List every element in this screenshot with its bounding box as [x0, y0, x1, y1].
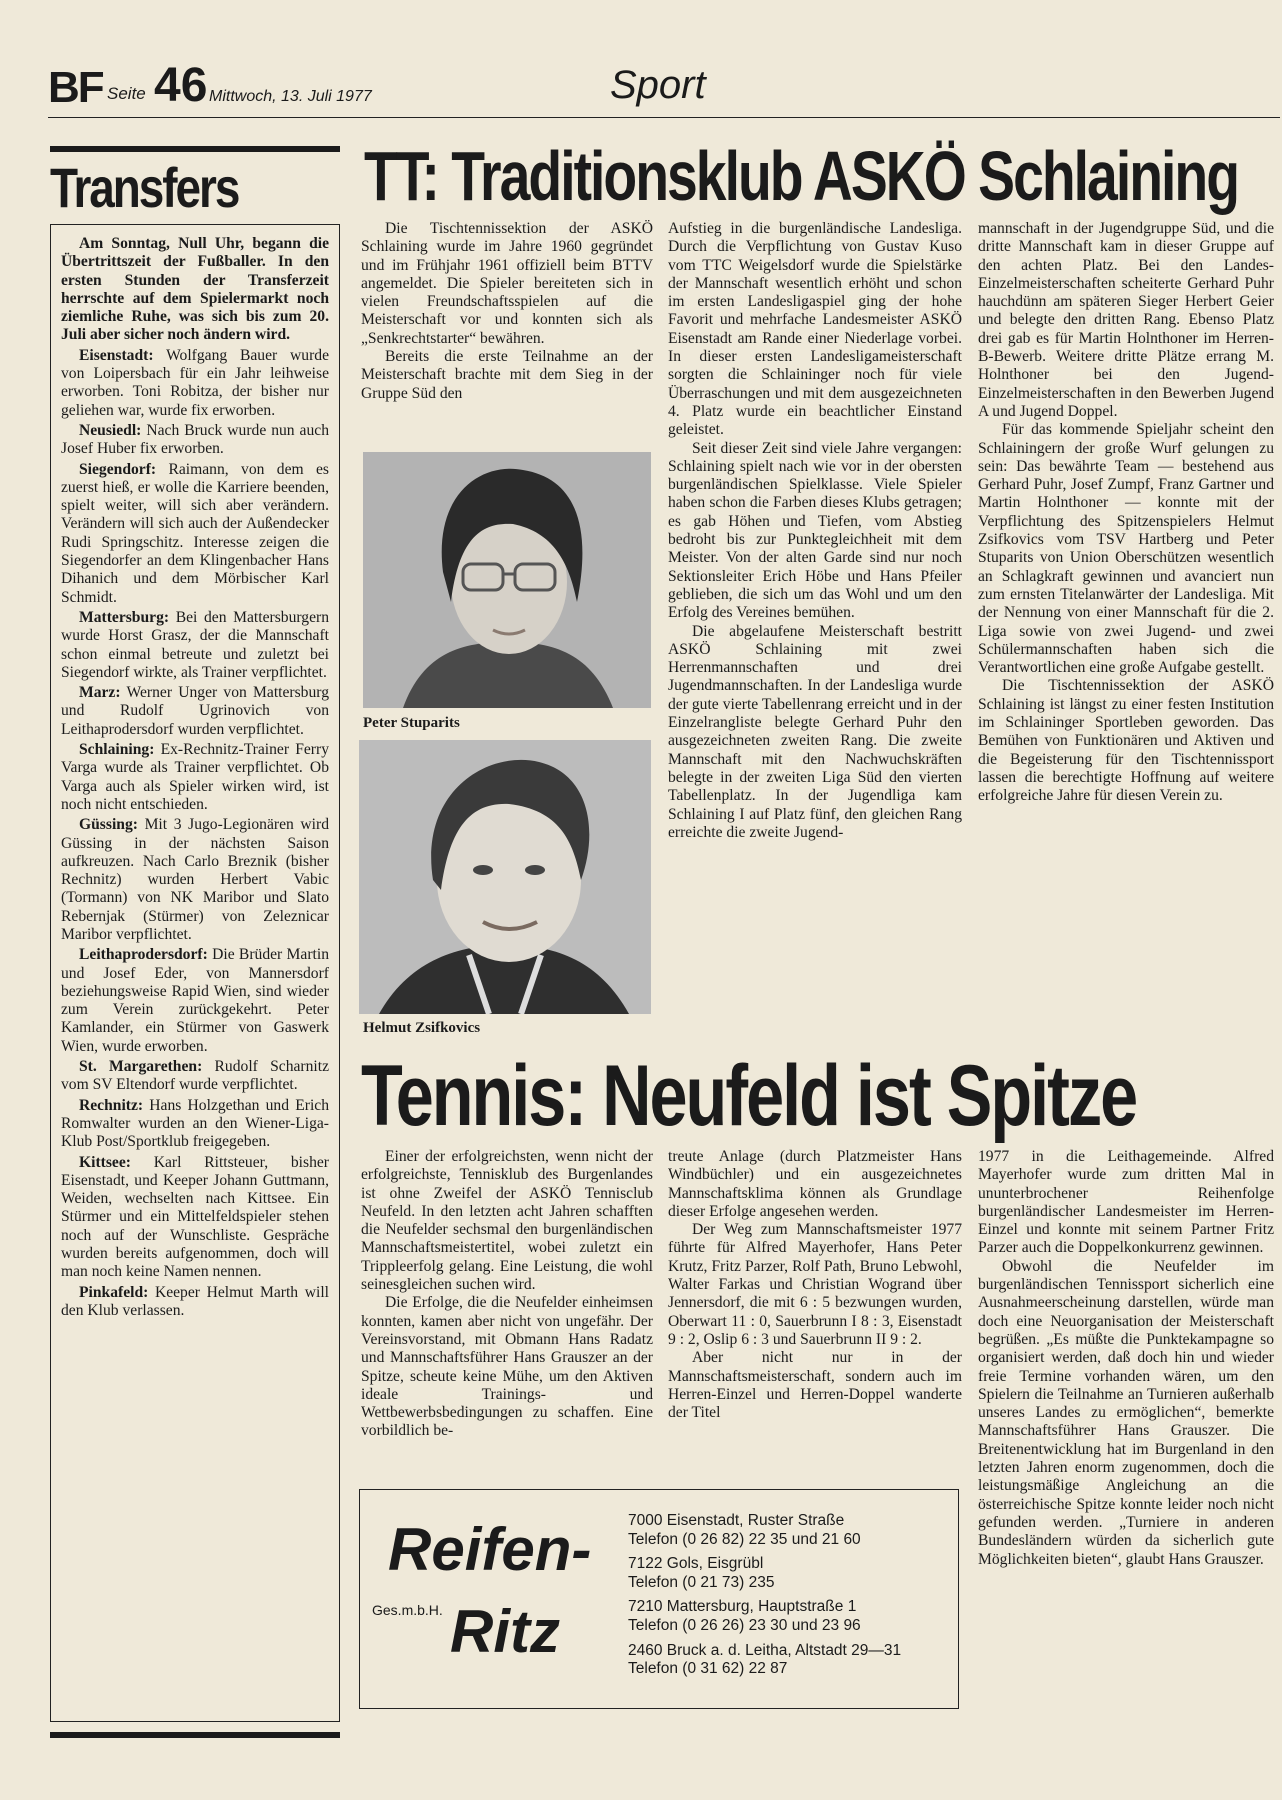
ad-address-line: 7122 Gols, Eisgrübl [628, 1555, 764, 1573]
tennis-column-1 [361, 1148, 653, 1441]
transfer-entry [61, 1097, 329, 1152]
transfer-text: Bei den Mattersburgern wurde Horst Grasz, der die Mannschaft schon einmal betreute und zuletzt bei Siegendorf wirkte, als Trainer verpflichtet. [61, 608, 329, 681]
ad-address-line: 7000 Eisenstadt, Ruster Straße [628, 1512, 845, 1529]
tennis-column-3 [978, 1148, 1274, 1569]
section-title: Sport [610, 63, 706, 107]
ad-address-list [628, 1512, 953, 1679]
transfer-text: Die Brüder Martin und Josef Eder, von Mannersdorf beziehungsweise Rapid Wien, sind wieder zum Verein zurückgekehrt. Peter Kamlander, ein Stürmer von Gaswerk Wien, wurde erworben. [61, 946, 329, 1055]
tt-col2-paragraph: Aufstieg in die burgenländische Landesliga. Durch die Verpflichtung von Gustav Kuso vom TTC Weigelsdorf wurde die Spielstärke der Mannschaft wesentlich erhöht und schon im ersten Landesligaspiel ging der hohe Favorit und mehrfache Landesmeister ASKÖ Eisenstadt am Rande einer Niederlage vorbei. In dieser ersten Landesligameisterschaft sorgten die Schlaininger noch für viele Überraschungen und mit dem ausgezeichneten 4. Platz wurde ein beachtlicher Einstand geleistet. [668, 220, 962, 439]
transfer-entry [61, 1284, 329, 1321]
tennis-col2-paragraph: Der Weg zum Mannschaftsmeister 1977 führte für Alfred Mayerhofer, Hans Peter Krutz, Fritz Parzer, Rolf Path, Bruno Lebwohl, Walter Farkas und Christian Wogrand über Jennersdorf, die mit 6 : 5 bezwungen wurden, Oberwart 11 : 0, Sauerbrunn I 8 : 3, Eisenstadt 9 : 2, Oslip 6 : 3 und Sauerbrunn II 9 : 2. [668, 1221, 962, 1348]
transfer-entry [61, 609, 329, 682]
photo-caption-stuparits: Peter Stuparits [363, 715, 460, 731]
tt-column-3 [978, 220, 1274, 806]
transfer-club: Mattersburg: [79, 608, 170, 626]
photo-caption-zsifkovics: Helmut Zsifkovics [363, 1020, 481, 1036]
tt-column-2 [668, 220, 962, 842]
transfers-top-bar [50, 146, 340, 152]
portrait-image [363, 452, 651, 708]
page-number: 46 [154, 59, 208, 112]
transfer-club: Rechnitz: [79, 1096, 144, 1114]
transfer-text: Karl Rittsteuer, bisher Eisenstadt, und Keeper Johann Guttmann, Weiden, wechselten nach Kittsee. Ein Stürmer und ein Mittelfeldspieler stehen noch auf der Wunschliste. Gespräche wurden bereits aufgenommen, doch will man noch keine Namen nennen. [61, 1153, 329, 1281]
transfer-text: Wolfgang Bauer wurde von Loipersbach für ein Jahr leihweise erworben. Toni Robitza, der bisher nur geliehen war, wurde fix erworben. [61, 346, 329, 419]
tt-col1-paragraph: Die Tischtennissektion der ASKÖ Schlaining wurde im Jahre 1960 gegründet und im Frühjahr 1961 offiziell beim BTTV angemeldet. Die Spieler bereiteten sich in vielen Freundschaftsspielen auf die Meisterschaft vor und konnten sich als „Senkrechtstarter“ bewähren. [361, 220, 653, 347]
transfer-text: Werner Unger von Mattersburg und Rudolf Ugrinovich von Leithaprodersdorf wurden verpflichtet. [61, 684, 329, 738]
tt-col3-paragraph: Für das kommende Spieljahr scheint den Schlainingern der große Wurf gelungen zu sein: Das bewährte Team — bestehend aus Gerhard Puhr, Josef Zumpf, Franz Gartner und Martin Holnthoner — konnte mit der Verpflichtung des Spitzenspielers Helmut Zsifkovics vom TSV Hartberg und Peter Stuparits von Union Oberschützen wesentlich an Schlagkraft gewinnen und avanciert nun zum ernsten Titelanwärter der Landesliga. Mit der Nennung von einer Mannschaft für die 2. Liga sowie von zwei Jugend- und zwei Schülermannschaften haben sich die Verantwortlichen eine große Aufgabe gestellt. [978, 421, 1274, 677]
transfer-entry [61, 422, 329, 459]
transfer-entry [61, 347, 329, 420]
header-rule [48, 117, 1280, 118]
ad-address-line: 2460 Bruck a. d. Leitha, Altstadt 29—31 [628, 1641, 902, 1659]
transfers-bottom-bar [50, 1732, 340, 1738]
transfer-club: Güssing: [79, 816, 138, 834]
transfer-entry [61, 1154, 329, 1282]
transfer-club: Leithaprodersdorf: [79, 946, 208, 964]
ad-brand-line1: Reifen- [388, 1516, 592, 1583]
reifen-ritz-advertisement [359, 1489, 959, 1709]
transfers-lead: Am Sonntag, Null Uhr, begann die Übertrittszeit der Fußballer. In den ersten Stunden der Transferzeit herrschte auf dem Spielermarkt noch ziemliche Ruhe, was sich bis zum 20. Juli aber sicher noch ändern wird. [61, 235, 329, 344]
transfers-box [50, 224, 340, 1722]
photo-peter-stuparits [363, 452, 651, 708]
tennis-col3-paragraph: Obwohl die Neufelder im burgenländischen Tennissport sicherlich eine Ausnahmeerscheinung darstellen, würde man doch eine Neuorganisation der Meisterschaft begrüßen. „Es müßte die Punktekampagne so organisiert werden, daß doch hin und wieder freie Termine vorhanden wären, um den Spielern die Teilnahme an Turnieren außerhalb unseres Landes zu ermöglichen“, bemerkte Mannschaftsführer Hans Grauszer. Die Breitenentwicklung hat im Burgenland in den letzten Jahren enorm zugenommen, doch die leistungsmäßige Angleichung an die österreichische Spitze konnte leider noch nicht gefunden werden. „Turniere in anderen Bundesländern würden da sicherlich gute Möglichkeiten bieten“, glaubt Hans Grauszer. [978, 1257, 1274, 1568]
transfer-text: Keeper Helmut Marth will den Klub verlassen. [61, 1283, 329, 1319]
ad-brand-line2: Ritz [450, 1598, 560, 1665]
transfer-text: Ex-Rechnitz-Trainer Ferry Varga wurde als Trainer verpflichtet. Ob Varga auch als Spieler wirken wird, ist noch nicht entschieden. [61, 741, 329, 813]
tennis-col2-paragraph: treute Anlage (durch Platzmeister Hans Windbüchler) und ein ausgezeichnetes Mannschaftsklima können als Grundlage dieser Erfolge angesehen werden. [668, 1148, 962, 1220]
tennis-col2-paragraph: Aber nicht nur in der Mannschaftsmeisterschaft, sondern auch im Herren-Einzel und Herren-Doppel wanderte der Titel [668, 1349, 962, 1422]
tt-col3-paragraph: Die Tischtennissektion der ASKÖ Schlaining ist längst zu einer festen Institution im Schlaininger Sportleben geworden. Das Bemühen von Funktionären und Aktiven und die Begeisterung für den Tischtennissport lassen die berechtigte Hoffnung auf weitere erfolgreiche Jahre für diesen Verein zu. [978, 677, 1274, 805]
transfer-club: Eisenstadt: [79, 346, 154, 364]
transfer-text: Rudolf Scharnitz vom SV Eltendorf wurde verpflichtet. [61, 1058, 329, 1094]
tennis-col3-paragraph: 1977 in die Leithagemeinde. Alfred Mayerhofer wurde zum dritten Mal in ununterbrochener Reihenfolge burgenländischer Landesmeister im Herren-Einzel und konnte mit seinem Partner Fritz Parzer auch die Doppelkonkurrenz gewinnen. [978, 1148, 1274, 1257]
ad-address-line: Telefon (0 21 73) 235 [628, 1573, 775, 1591]
tt-col3-paragraph: mannschaft in der Jugendgruppe Süd, und die dritte Mannschaft kam in dieser Gruppe auf den achten Platz. Bei den Landes-Einzelmeisterschaften scheiterte Gerhard Puhr hauchdünn am späteren Sieger Herbert Geier und belegte den dritten Rang. Ebenso Platz drei gab es für Martin Holnthoner im Herren-B-Bewerb. Weitere dritte Plätze errang M. Holnthoner bei den Jugend-Einzelmeisterschaften in den Bewerben Jugend A und Jugend Doppel. [978, 220, 1274, 420]
transfer-club: Kittsee: [79, 1153, 131, 1171]
ad-address-line: Telefon (0 26 82) 22 35 und 21 60 [628, 1530, 861, 1548]
page-label: Seite [107, 84, 146, 103]
transfers-title: Transfers [50, 156, 239, 219]
ad-address-line: Telefon (0 26 26) 23 30 und 23 96 [628, 1616, 861, 1634]
transfer-text: Raimann, von dem es zuerst hieß, er wolle die Karriere beenden, spielt weiter, will sich aber verändern. Verändern will sich auch der Außendecker Rudi Springschitz. Interesse zeigen die Siegendorfer an dem Klingenbacher Hans Dihanich und dem Mörbischer Karl Schmidt. [61, 460, 329, 606]
tt-column-1 [361, 220, 653, 403]
transfer-club: Neusiedl: [79, 421, 142, 439]
transfer-text: Mit 3 Jugo-Legionären wird Güssing in der nächsten Saison aufkreuzen. Nach Carlo Breznik (bisher Rechnitz) wurden Herbert Vabic (Tormann) von NK Maribor und Slato Rebernjak (Stürmer) von Zeleznicar Maribor verpflichtet. [61, 816, 329, 943]
transfer-club: Siegendorf: [79, 460, 157, 478]
transfer-text: Hans Holzgethan und Erich Romwalter wurden an den Wiener-Liga-Klub Post/Sportklub freigegeben. [61, 1096, 329, 1151]
tennis-col1-paragraph: Einer der erfolgreichsten, wenn nicht der erfolgreichste, Tennisklub des Burgenlandes ist ohne Zweifel der ASKÖ Tennisclub Neufeld. In den letzten acht Jahren schafften die Neufelder sechsmal den burgenländischen Mannschaftsmeistertitel, wobei zuletzt ein Trippleerfolg gelang. Eine Leistung, die wohl seinesgleichen suchen wird. [361, 1148, 653, 1294]
transfer-entry [61, 816, 329, 944]
transfer-club: Pinkafeld: [79, 1283, 149, 1301]
transfer-club: St. Margarethen: [79, 1058, 203, 1076]
portrait-image [359, 740, 651, 1014]
transfer-entry [61, 1058, 329, 1095]
tennis-col1-paragraph: Die Erfolge, die die Neufelder einheimsen konnten, kamen aber nicht von ungefähr. Der Vereinsvorstand, mit Obmann Hans Radatz und Mannschaftsführer Hans Grauszer an der Spitze, scheute keine Mühe, um den Aktiven ideale Trainings- und Wettbewerbsbedingungen zu schaffen. Eine vorbildlich be- [361, 1294, 653, 1440]
transfer-list [61, 347, 329, 1320]
newspaper-logo: BF [48, 63, 103, 112]
tennis-column-2 [668, 1148, 962, 1422]
tennis-headline: Tennis: Neufeld ist Spitze [361, 1048, 1137, 1144]
tt-col2-paragraph: Seit dieser Zeit sind viele Jahre vergangen: Schlaining spielt nach wie vor in der obersten burgenländischen Spielklasse. Viele Spieler haben schon die Farben dieses Klubs getragen; es gab Höhen und Tiefen, vom Abstieg bedroht bis zur Punktegleichheit mit dem Meister. Von der alten Garde sind nur noch Sektionsleiter Erich Höbe und Hans Pfeiler geblieben, die sich um das Wohl und um den Erfolg des Vereines bemühen. [668, 439, 962, 622]
photo-helmut-zsifkovics [359, 740, 651, 1014]
transfer-entry [61, 684, 329, 739]
tt-col2-paragraph: Die abgelaufene Meisterschaft bestritt ASKÖ Schlaining mit zwei Herrenmannschaften und drei Jugendmannschaften. In der Landesliga wurde der gute vierte Tabellenrang erreicht und in der Einzelrangliste belegte Gerhard Puhr den ausgezeichneten zweiten Rang. Die zweite Mannschaft mit den Nachwuchskräften belegte in der zweiten Liga Süd den vierten Tabellenplatz. In der Jugendliga kam Schlaining I auf Platz fünf, den gleichen Rang erreichte die zweite Jugend- [668, 622, 962, 841]
transfer-entry [61, 461, 329, 607]
tt-headline: TT: Traditionsklub ASKÖ Schlaining [364, 137, 1239, 215]
transfer-entry [61, 741, 329, 814]
tt-col1-paragraph: Bereits die erste Teilnahme an der Meisterschaft brachte mit dem Sieg in der Gruppe Süd den [361, 348, 653, 402]
transfers-body [61, 235, 329, 1320]
transfer-club: Marz: [79, 684, 121, 702]
transfer-text: Nach Bruck wurde nun auch Josef Huber fix erworben. [61, 421, 329, 458]
transfer-entry [61, 946, 329, 1056]
issue-date: Mittwoch, 13. Juli 1977 [209, 88, 372, 105]
ad-address-line: Telefon (0 31 62) 22 87 [628, 1660, 788, 1678]
transfer-club: Schlaining: [79, 741, 155, 759]
ad-address-line: 7210 Mattersburg, Hauptstraße 1 [628, 1598, 857, 1616]
ad-company-form: Ges.m.b.H. [372, 1602, 443, 1618]
